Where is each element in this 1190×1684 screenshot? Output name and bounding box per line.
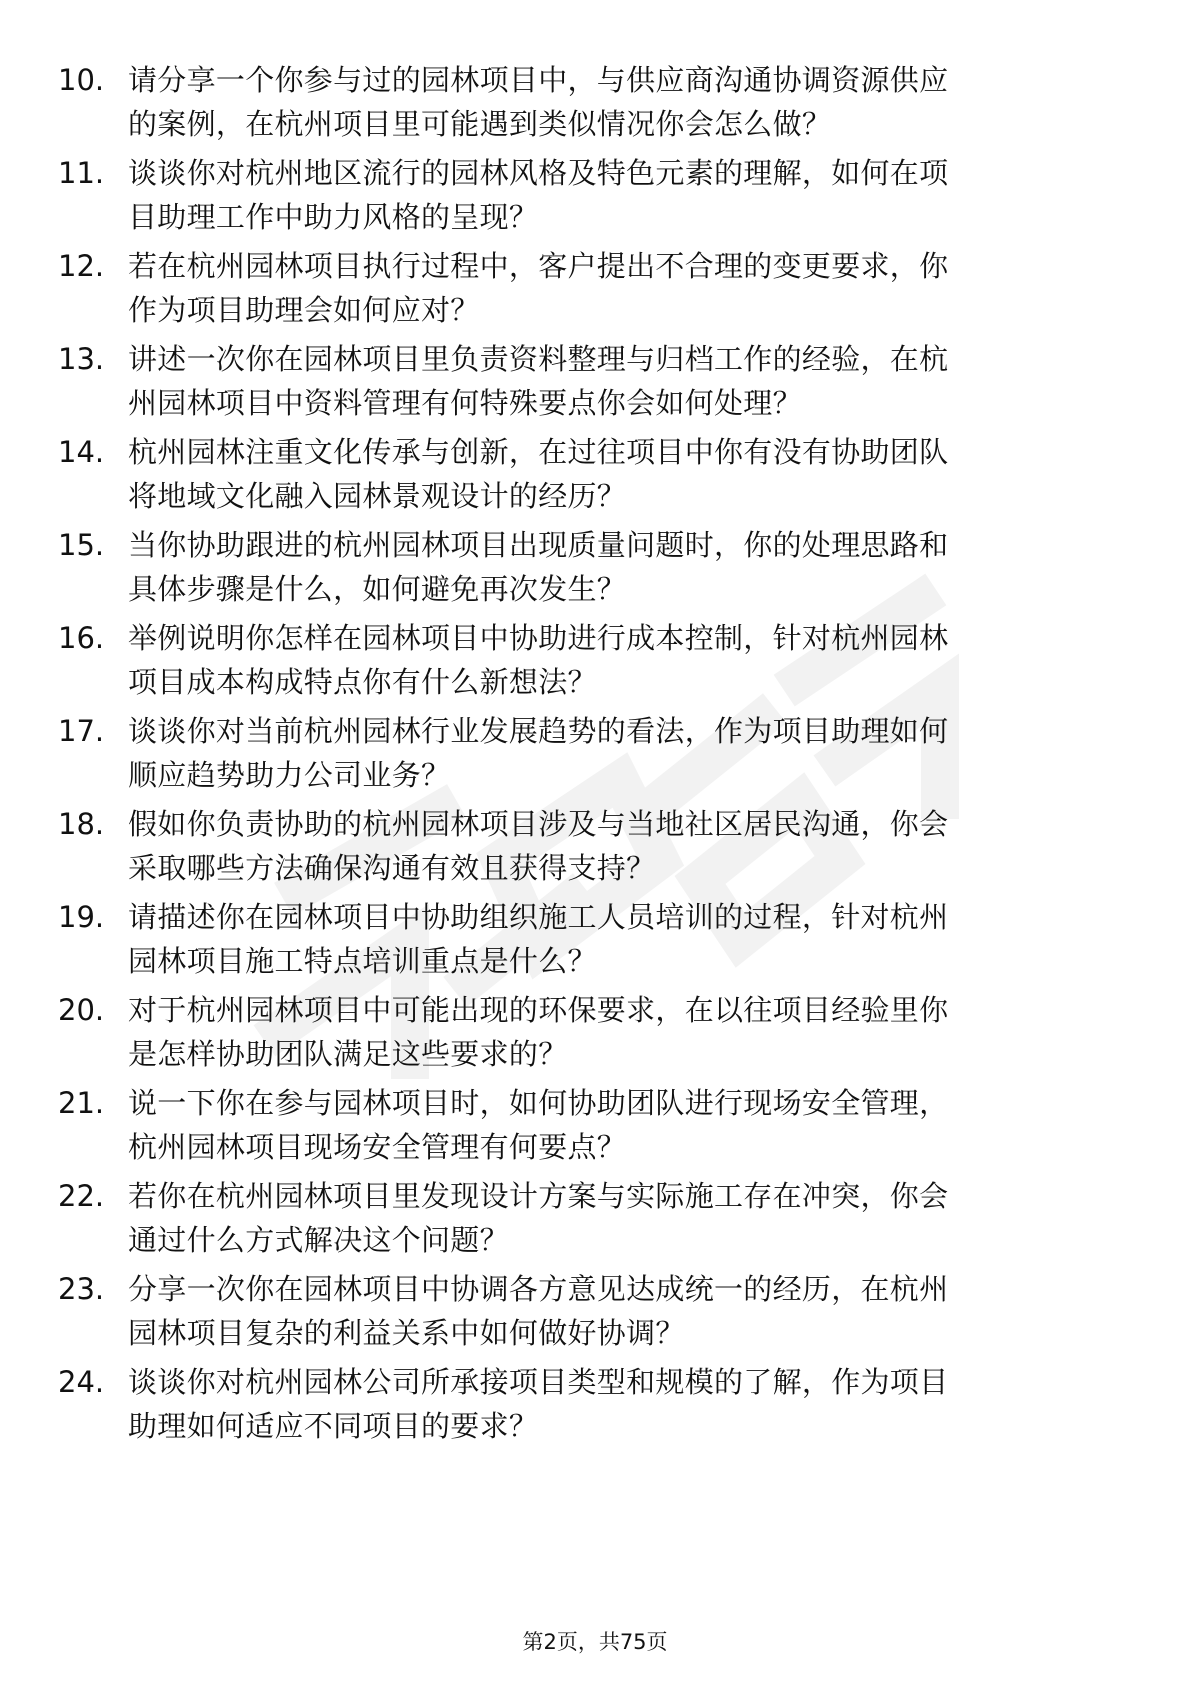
- question-item: [58, 145, 1108, 238]
- question-text-line: 举例说明你怎样在园林项目中协助进行成本控制，针对杭州园林: [128, 621, 949, 655]
- question-text-line: 通过什么方式解决这个问题？: [128, 1223, 509, 1257]
- question-text: [128, 889, 1108, 983]
- question-text-line: 目助理工作中助力风格的呈现？: [128, 200, 539, 234]
- question-number: 11.: [58, 156, 105, 190]
- question-item: [58, 610, 1108, 703]
- question-text-line: 具体步骤是什么，如何避免再次发生？: [128, 572, 627, 606]
- question-number: 12.: [58, 249, 105, 283]
- question-item: [58, 1168, 1108, 1261]
- question-list: [58, 52, 1108, 1447]
- question-item: [58, 517, 1108, 610]
- question-text-line: 假如你负责协助的杭州园林项目涉及与当地社区居民沟通，你会: [128, 807, 949, 841]
- question-number: 15.: [58, 528, 105, 562]
- question-number: 19.: [58, 900, 105, 934]
- question-number: 17.: [58, 714, 105, 748]
- question-number: 16.: [58, 621, 105, 655]
- question-item: [58, 703, 1108, 796]
- question-text: [128, 982, 1108, 1076]
- question-item: [58, 424, 1108, 517]
- question-text-line: 请描述你在园林项目中协助组织施工人员培训的过程，针对杭州: [128, 900, 949, 934]
- question-text: [128, 1261, 1108, 1355]
- question-text: [128, 703, 1108, 797]
- question-text-line: 若你在杭州园林项目里发现设计方案与实际施工存在冲突，你会: [128, 1179, 949, 1213]
- question-text-line: 若在杭州园林项目执行过程中，客户提出不合理的变更要求，你: [128, 249, 949, 283]
- question-number: 13.: [58, 342, 105, 376]
- question-text-line: 请分享一个你参与过的园林项目中，与供应商沟通协调资源供应: [128, 63, 949, 97]
- question-text-line: 园林项目复杂的利益关系中如何做好协调？: [128, 1316, 685, 1350]
- question-text-line: 顺应趋势助力公司业务？: [128, 758, 451, 792]
- question-text-line: 是怎样协助团队满足这些要求的？: [128, 1037, 568, 1071]
- question-item: [58, 1354, 1108, 1447]
- question-text-line: 谈谈你对杭州园林公司所承接项目类型和规模的了解，作为项目: [128, 1365, 949, 1399]
- question-text: [128, 1168, 1108, 1262]
- question-item: [58, 982, 1108, 1075]
- page-number: 第2页，共75页: [522, 1630, 668, 1654]
- question-number: 24.: [58, 1365, 105, 1399]
- question-text: [128, 610, 1108, 704]
- question-text: [128, 1075, 1108, 1169]
- question-text-line: 的案例，在杭州项目里可能遇到类似情况你会怎么做？: [128, 107, 832, 141]
- question-item: [58, 889, 1108, 982]
- question-text-line: 讲述一次你在园林项目里负责资料整理与归档工作的经验，在杭: [128, 342, 949, 376]
- question-text-line: 杭州园林注重文化传承与创新，在过往项目中你有没有协助团队: [128, 435, 949, 469]
- question-number: 10.: [58, 63, 105, 97]
- question-text-line: 对于杭州园林项目中可能出现的环保要求，在以往项目经验里你: [128, 993, 949, 1027]
- question-text: [128, 517, 1108, 611]
- question-number: 14.: [58, 435, 105, 469]
- question-text-line: 采取哪些方法确保沟通有效且获得支持？: [128, 851, 656, 885]
- question-item: [58, 1261, 1108, 1354]
- question-item: [58, 238, 1108, 331]
- question-text: [128, 331, 1108, 425]
- question-text-line: 杭州园林项目现场安全管理有何要点？: [128, 1130, 627, 1164]
- question-item: [58, 52, 1108, 145]
- question-text-line: 分享一次你在园林项目中协调各方意见达成统一的经历，在杭州: [128, 1272, 949, 1306]
- question-number: 23.: [58, 1272, 105, 1306]
- question-text: [128, 238, 1108, 332]
- question-text: [128, 424, 1108, 518]
- question-item: [58, 1075, 1108, 1168]
- question-text-line: 项目成本构成特点你有什么新想法？: [128, 665, 597, 699]
- question-item: [58, 796, 1108, 889]
- question-item: [58, 331, 1108, 424]
- question-text-line: 州园林项目中资料管理有何特殊要点你会如何处理？: [128, 386, 802, 420]
- question-text: [128, 52, 1108, 146]
- question-number: 21.: [58, 1086, 105, 1120]
- question-text-line: 谈谈你对杭州地区流行的园林风格及特色元素的理解，如何在项: [128, 156, 949, 190]
- question-text-line: 作为项目助理会如何应对？: [128, 293, 480, 327]
- question-text-line: 谈谈你对当前杭州园林行业发展趋势的看法，作为项目助理如何: [128, 714, 949, 748]
- question-text-line: 当你协助跟进的杭州园林项目出现质量问题时，你的处理思路和: [128, 528, 949, 562]
- question-text-line: 助理如何适应不同项目的要求？: [128, 1409, 539, 1443]
- question-text-line: 园林项目施工特点培训重点是什么？: [128, 944, 597, 978]
- question-text: [128, 796, 1108, 890]
- question-number: 22.: [58, 1179, 105, 1213]
- question-text-line: 说一下你在参与园林项目时，如何协助团队进行现场安全管理，: [128, 1086, 949, 1120]
- question-text-line: 将地域文化融入园林景观设计的经历？: [128, 479, 627, 513]
- question-number: 18.: [58, 807, 105, 841]
- question-number: 20.: [58, 993, 105, 1027]
- question-text: [128, 145, 1108, 239]
- question-text: [128, 1354, 1108, 1448]
